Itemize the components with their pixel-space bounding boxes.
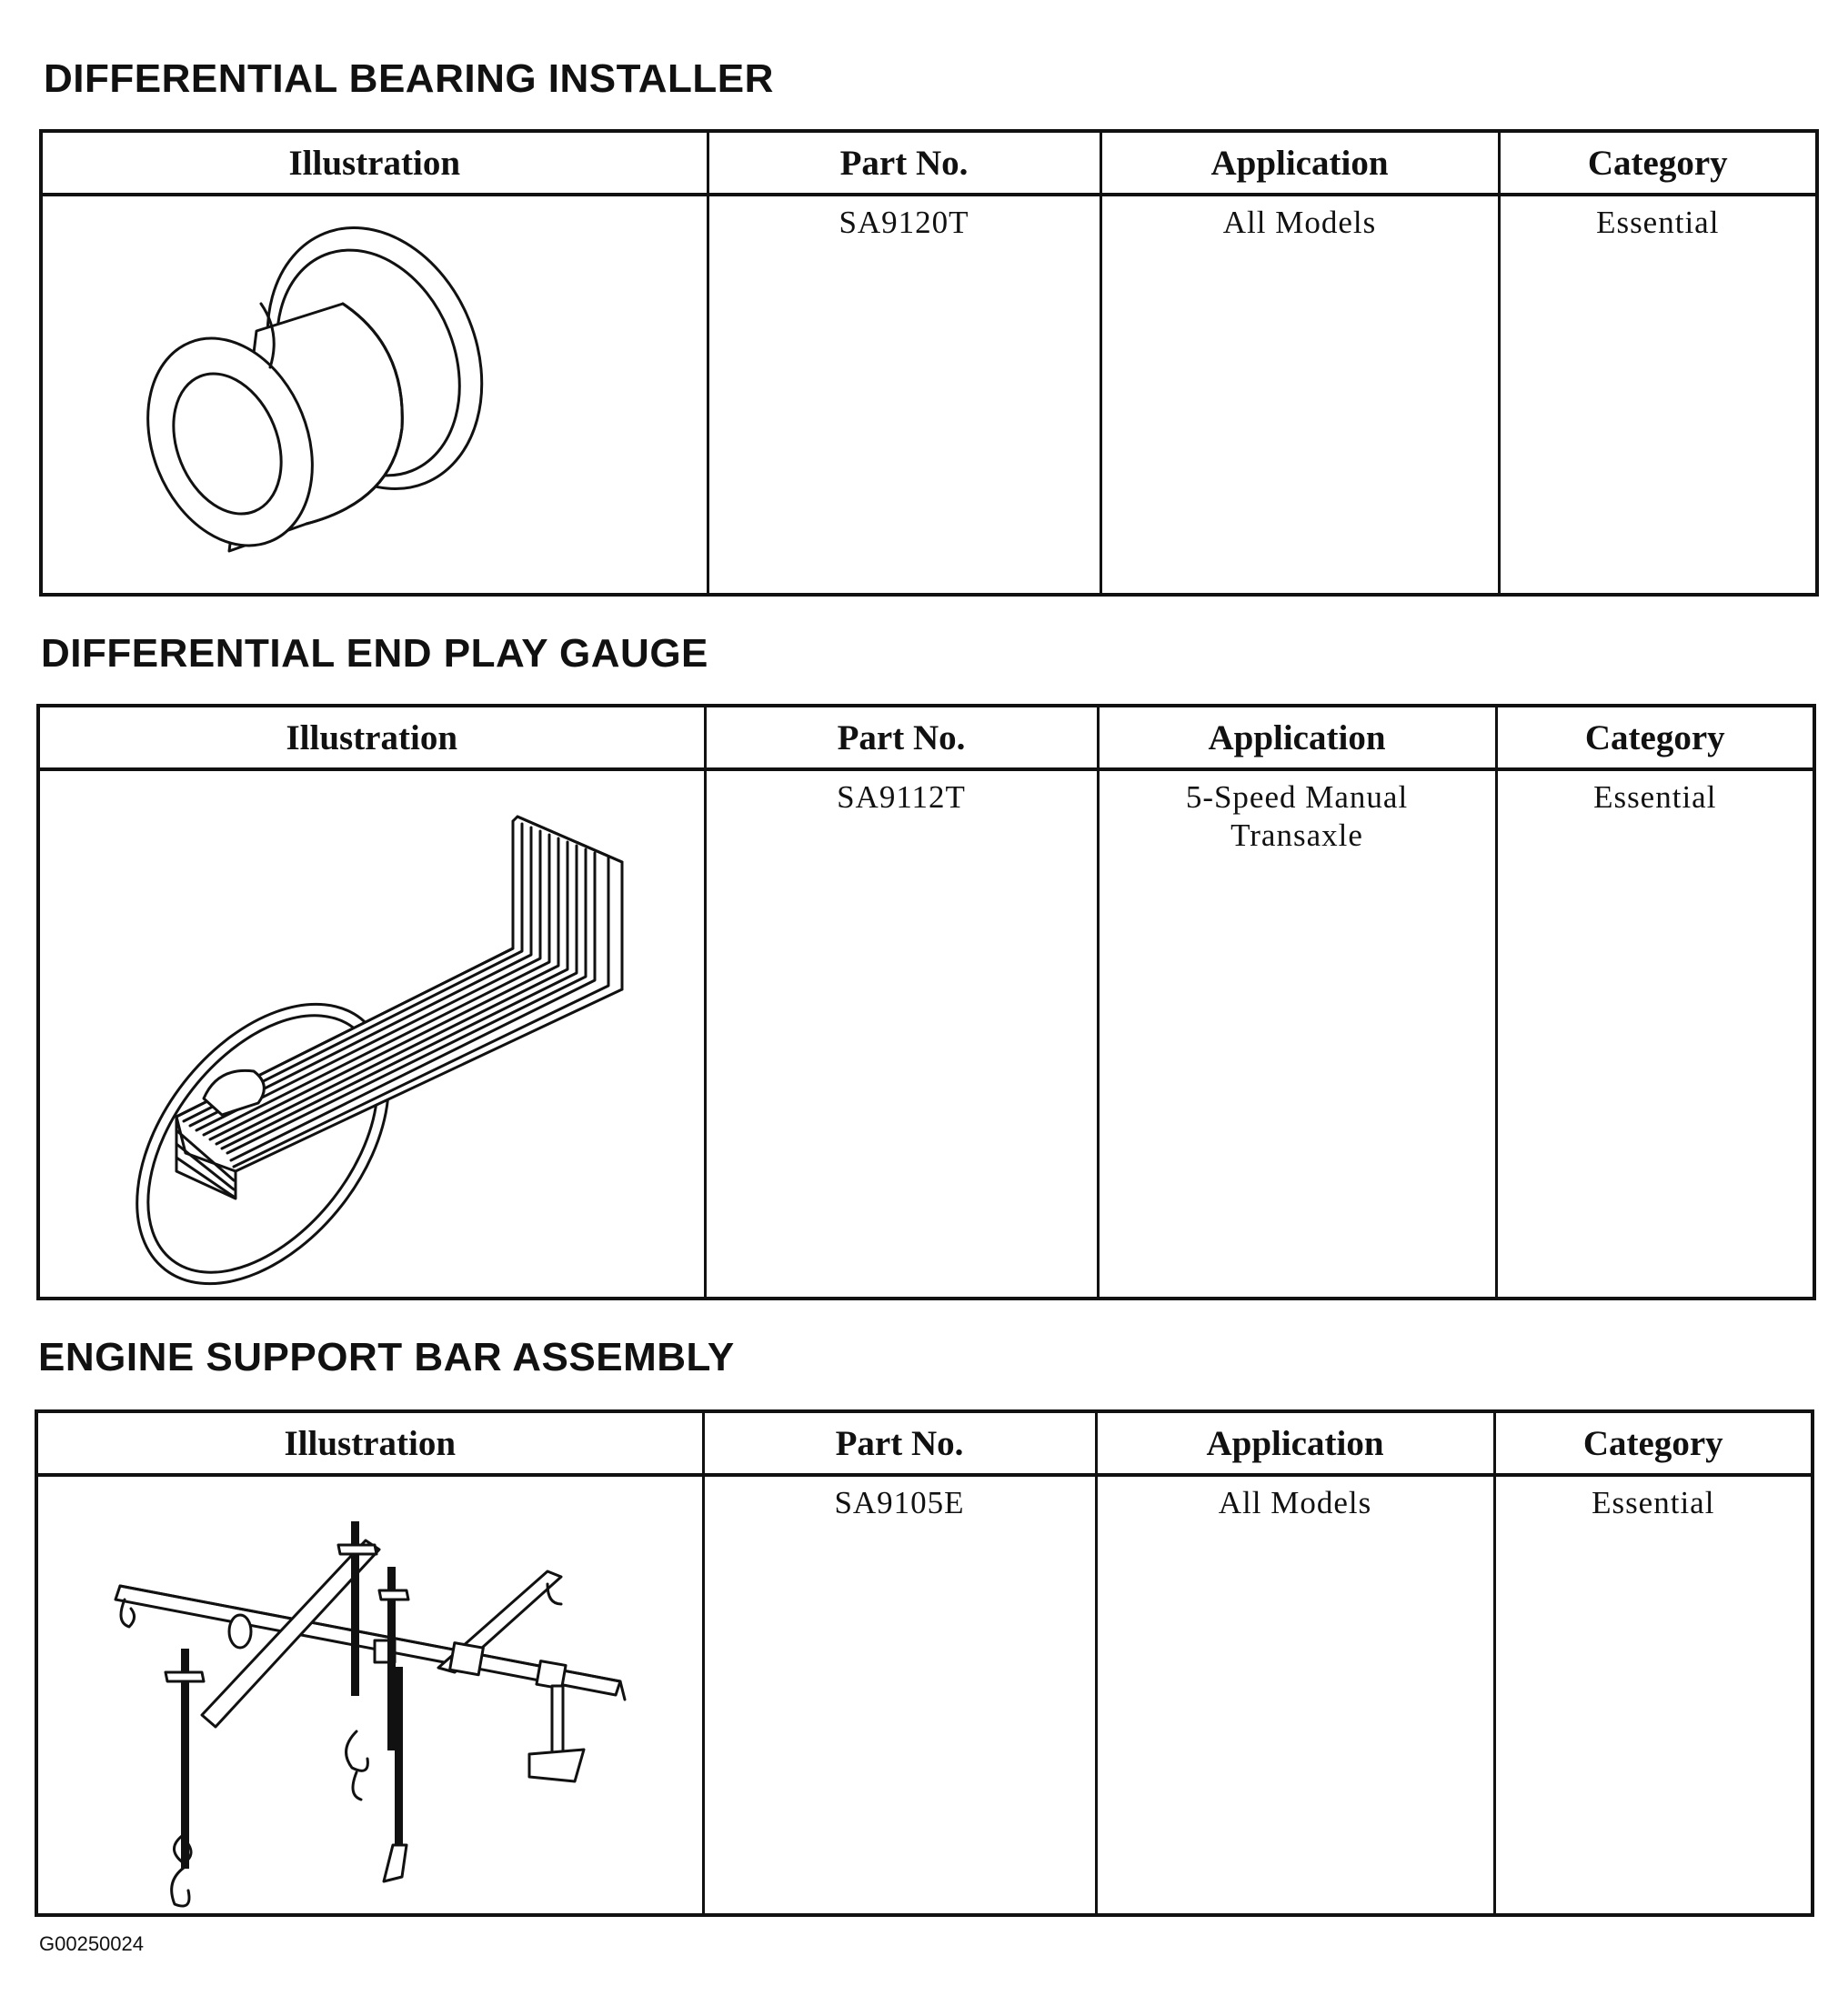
- application-line-1: 5-Speed Manual: [1185, 779, 1409, 815]
- end-play-gauge-icon: [40, 771, 701, 1297]
- part-number-cell: SA9120T: [708, 195, 1100, 595]
- header-illustration: Illustration: [36, 1411, 703, 1475]
- bearing-installer-icon: [43, 196, 704, 593]
- header-application: Application: [1096, 1411, 1494, 1475]
- tool-table: [39, 129, 1819, 597]
- table-header-row: [36, 1411, 1813, 1475]
- figure-id: G00250024: [39, 1932, 144, 1955]
- header-application: Application: [1098, 706, 1496, 769]
- tool-table: [35, 1409, 1814, 1917]
- table-header-row: [41, 131, 1817, 195]
- tool-table: [36, 704, 1816, 1300]
- header-part-no: Part No.: [708, 131, 1100, 195]
- application-line-2: Transaxle: [1230, 817, 1363, 853]
- table-header-row: [38, 706, 1814, 769]
- category-cell: Essential: [1494, 1475, 1813, 1915]
- header-application: Application: [1100, 131, 1499, 195]
- section-title: DIFFERENTIAL END PLAY GAUGE: [41, 631, 708, 676]
- table-row: [36, 1475, 1813, 1915]
- application-cell: All Models: [1100, 195, 1499, 595]
- header-illustration: Illustration: [38, 706, 705, 769]
- application-cell: [1098, 769, 1496, 1299]
- section-title: DIFFERENTIAL BEARING INSTALLER: [44, 56, 774, 101]
- table-row: [41, 195, 1817, 595]
- header-category: Category: [1496, 706, 1814, 769]
- part-number-cell: SA9105E: [703, 1475, 1096, 1915]
- header-part-no: Part No.: [705, 706, 1098, 769]
- engine-support-bar-icon: [38, 1477, 699, 1913]
- category-cell: Essential: [1496, 769, 1814, 1299]
- section-title: ENGINE SUPPORT BAR ASSEMBLY: [38, 1335, 735, 1379]
- header-category: Category: [1499, 131, 1817, 195]
- header-category: Category: [1494, 1411, 1813, 1475]
- header-illustration: Illustration: [41, 131, 708, 195]
- part-number-cell: SA9112T: [705, 769, 1098, 1299]
- header-part-no: Part No.: [703, 1411, 1096, 1475]
- table-row: [38, 769, 1814, 1299]
- illustration-cell: [36, 1475, 703, 1915]
- illustration-cell: [38, 769, 705, 1299]
- category-cell: Essential: [1499, 195, 1817, 595]
- illustration-cell: [41, 195, 708, 595]
- application-cell: All Models: [1096, 1475, 1494, 1915]
